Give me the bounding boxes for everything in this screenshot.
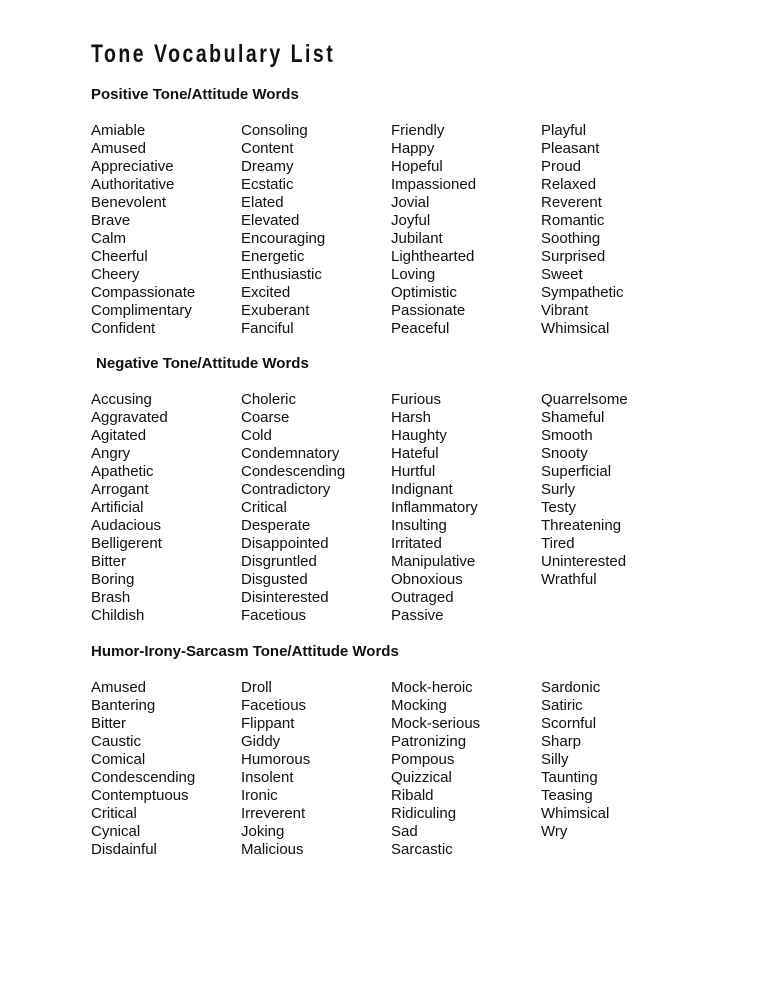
- vocabulary-word: Bitter: [91, 553, 127, 570]
- vocabulary-word: Coarse: [241, 409, 290, 426]
- section-heading: Positive Tone/Attitude Words: [91, 86, 299, 103]
- vocabulary-word: Wry: [541, 823, 568, 840]
- vocabulary-word: Vibrant: [541, 302, 589, 319]
- vocabulary-word: Silly: [541, 751, 569, 768]
- vocabulary-word: Belligerent: [91, 535, 162, 552]
- vocabulary-word: Mock-serious: [391, 715, 481, 732]
- vocabulary-word: Confident: [91, 320, 156, 337]
- word-column: [91, 391, 241, 625]
- vocabulary-word: Proud: [541, 158, 582, 175]
- vocabulary-word: Droll: [241, 679, 272, 696]
- vocabulary-word: Jovial: [391, 194, 430, 211]
- vocabulary-word: Enthusiastic: [241, 266, 322, 283]
- vocabulary-word: Peaceful: [391, 320, 450, 337]
- word-column: [541, 679, 691, 859]
- vocabulary-word: Boring: [91, 571, 135, 588]
- vocabulary-word: Quizzical: [391, 769, 452, 786]
- vocabulary-word: Calm: [91, 230, 127, 247]
- word-column: [241, 391, 391, 625]
- vocabulary-word: Sarcastic: [391, 841, 453, 858]
- vocabulary-word: Humorous: [241, 751, 311, 768]
- vocabulary-word: Shameful: [541, 409, 605, 426]
- vocabulary-word: Disdainful: [91, 841, 157, 858]
- vocabulary-word: Surprised: [541, 248, 606, 265]
- vocabulary-word: Ridiculing: [391, 805, 457, 822]
- vocabulary-word: Passive: [391, 607, 444, 624]
- vocabulary-word: Artificial: [91, 499, 144, 516]
- word-column: [91, 679, 241, 859]
- negative-words-section: [91, 355, 711, 625]
- vocabulary-word: Bantering: [91, 697, 156, 714]
- vocabulary-word: Wrathful: [541, 571, 597, 588]
- vocabulary-word: Passionate: [391, 302, 466, 319]
- vocabulary-word: Soothing: [541, 230, 601, 247]
- vocabulary-word: Cheery: [91, 266, 140, 283]
- vocabulary-word: Amused: [91, 679, 147, 696]
- vocabulary-word: Facetious: [241, 697, 307, 714]
- vocabulary-word: Cynical: [91, 823, 141, 840]
- vocabulary-word: Furious: [391, 391, 442, 408]
- vocabulary-word: Disinterested: [241, 589, 329, 606]
- vocabulary-word: Whimsical: [541, 805, 610, 822]
- vocabulary-word: Insolent: [241, 769, 294, 786]
- vocabulary-word: Mocking: [391, 697, 447, 714]
- vocabulary-word: Haughty: [391, 427, 447, 444]
- vocabulary-word: Threatening: [541, 517, 622, 534]
- vocabulary-word: Caustic: [91, 733, 142, 750]
- vocabulary-word: Contemptuous: [91, 787, 189, 804]
- vocabulary-word: Romantic: [541, 212, 605, 229]
- vocabulary-word: Sad: [391, 823, 418, 840]
- vocabulary-word: Lighthearted: [391, 248, 475, 265]
- vocabulary-word: Teasing: [541, 787, 593, 804]
- vocabulary-word: Hurtful: [391, 463, 436, 480]
- vocabulary-word: Testy: [541, 499, 577, 516]
- vocabulary-word: Uninterested: [541, 553, 627, 570]
- vocabulary-word: Sardonic: [541, 679, 601, 696]
- vocabulary-word: Reverent: [541, 194, 602, 211]
- vocabulary-word: Ecstatic: [241, 176, 294, 193]
- vocabulary-word: Content: [241, 140, 294, 157]
- vocabulary-word: Hateful: [391, 445, 439, 462]
- section-heading: Negative Tone/Attitude Words: [96, 355, 309, 372]
- vocabulary-word: Snooty: [541, 445, 588, 462]
- vocabulary-word: Condescending: [241, 463, 346, 480]
- vocabulary-word: Loving: [391, 266, 436, 283]
- vocabulary-word: Childish: [91, 607, 145, 624]
- vocabulary-word: Elated: [241, 194, 284, 211]
- vocabulary-word: Disgruntled: [241, 553, 317, 570]
- vocabulary-word: Whimsical: [541, 320, 610, 337]
- word-columns: [91, 679, 711, 859]
- vocabulary-word: Pompous: [391, 751, 455, 768]
- vocabulary-word: Disappointed: [241, 535, 329, 552]
- vocabulary-word: Desperate: [241, 517, 311, 534]
- vocabulary-word: Friendly: [391, 122, 445, 139]
- humor-words-section: [91, 643, 711, 859]
- vocabulary-word: Authoritative: [91, 176, 175, 193]
- section-heading: Humor-Irony-Sarcasm Tone/Attitude Words: [91, 643, 399, 660]
- vocabulary-word: Angry: [91, 445, 131, 462]
- positive-words-section: [91, 86, 711, 338]
- vocabulary-word: Smooth: [541, 427, 593, 444]
- vocabulary-word: Critical: [241, 499, 287, 516]
- vocabulary-word: Appreciative: [91, 158, 174, 175]
- vocabulary-word: Flippant: [241, 715, 295, 732]
- vocabulary-word: Joyful: [391, 212, 431, 229]
- vocabulary-word: Surly: [541, 481, 576, 498]
- word-column: [241, 122, 391, 338]
- vocabulary-word: Benevolent: [91, 194, 167, 211]
- word-column: [391, 391, 541, 625]
- vocabulary-word: Relaxed: [541, 176, 597, 193]
- vocabulary-word: Mock-heroic: [391, 679, 473, 696]
- vocabulary-word: Encouraging: [241, 230, 326, 247]
- vocabulary-word: Inflammatory: [391, 499, 478, 516]
- page-title: Tone Vocabulary List: [91, 40, 336, 68]
- vocabulary-word: Condescending: [91, 769, 196, 786]
- vocabulary-word: Sympathetic: [541, 284, 624, 301]
- vocabulary-word: Choleric: [241, 391, 297, 408]
- vocabulary-word: Cold: [241, 427, 272, 444]
- vocabulary-word: Satiric: [541, 697, 583, 714]
- vocabulary-word: Ribald: [391, 787, 434, 804]
- vocabulary-word: Patronizing: [391, 733, 467, 750]
- vocabulary-word: Consoling: [241, 122, 308, 139]
- vocabulary-word: Taunting: [541, 769, 598, 786]
- vocabulary-word: Arrogant: [91, 481, 149, 498]
- vocabulary-word: Indignant: [391, 481, 453, 498]
- vocabulary-word: Dreamy: [241, 158, 294, 175]
- vocabulary-word: Facetious: [241, 607, 307, 624]
- vocabulary-word: Ironic: [241, 787, 278, 804]
- vocabulary-word: Scornful: [541, 715, 597, 732]
- vocabulary-word: Joking: [241, 823, 285, 840]
- vocabulary-word: Optimistic: [391, 284, 457, 301]
- word-columns: [91, 391, 711, 625]
- vocabulary-word: Insulting: [391, 517, 447, 534]
- vocabulary-word: Obnoxious: [391, 571, 463, 588]
- vocabulary-word: Hopeful: [391, 158, 443, 175]
- vocabulary-word: Amused: [91, 140, 147, 157]
- vocabulary-word: Condemnatory: [241, 445, 340, 462]
- vocabulary-word: Critical: [91, 805, 137, 822]
- vocabulary-word: Apathetic: [91, 463, 154, 480]
- word-column: [541, 122, 691, 338]
- vocabulary-word: Brash: [91, 589, 131, 606]
- vocabulary-word: Aggravated: [91, 409, 168, 426]
- vocabulary-word: Sweet: [541, 266, 583, 283]
- word-columns: [91, 122, 711, 338]
- vocabulary-word: Manipulative: [391, 553, 476, 570]
- vocabulary-word: Amiable: [91, 122, 146, 139]
- vocabulary-word: Audacious: [91, 517, 162, 534]
- vocabulary-word: Irreverent: [241, 805, 306, 822]
- vocabulary-word: Impassioned: [391, 176, 477, 193]
- word-column: [91, 122, 241, 338]
- vocabulary-word: Happy: [391, 140, 435, 157]
- word-column: [391, 122, 541, 338]
- vocabulary-word: Superficial: [541, 463, 612, 480]
- vocabulary-word: Complimentary: [91, 302, 192, 319]
- vocabulary-word: Cheerful: [91, 248, 148, 265]
- vocabulary-word: Energetic: [241, 248, 305, 265]
- vocabulary-word: Exuberant: [241, 302, 310, 319]
- vocabulary-word: Harsh: [391, 409, 432, 426]
- vocabulary-word: Compassionate: [91, 284, 196, 301]
- vocabulary-word: Excited: [241, 284, 291, 301]
- vocabulary-word: Accusing: [91, 391, 152, 408]
- vocabulary-word: Fanciful: [241, 320, 294, 337]
- vocabulary-word: Outraged: [391, 589, 454, 606]
- word-column: [391, 679, 541, 859]
- vocabulary-word: Agitated: [91, 427, 147, 444]
- vocabulary-word: Jubilant: [391, 230, 443, 247]
- vocabulary-word: Contradictory: [241, 481, 331, 498]
- word-column: [541, 391, 691, 625]
- vocabulary-word: Tired: [541, 535, 575, 552]
- vocabulary-word: Malicious: [241, 841, 304, 858]
- vocabulary-word: Playful: [541, 122, 587, 139]
- word-column: [241, 679, 391, 859]
- vocabulary-word: Brave: [91, 212, 131, 229]
- vocabulary-word: Bitter: [91, 715, 127, 732]
- vocabulary-word: Quarrelsome: [541, 391, 628, 408]
- vocabulary-word: Elevated: [241, 212, 300, 229]
- vocabulary-word: Sharp: [541, 733, 582, 750]
- vocabulary-word: Irritated: [391, 535, 442, 552]
- vocabulary-word: Giddy: [241, 733, 281, 750]
- vocabulary-word: Pleasant: [541, 140, 600, 157]
- vocabulary-word: Comical: [91, 751, 146, 768]
- vocabulary-word: Disgusted: [241, 571, 308, 588]
